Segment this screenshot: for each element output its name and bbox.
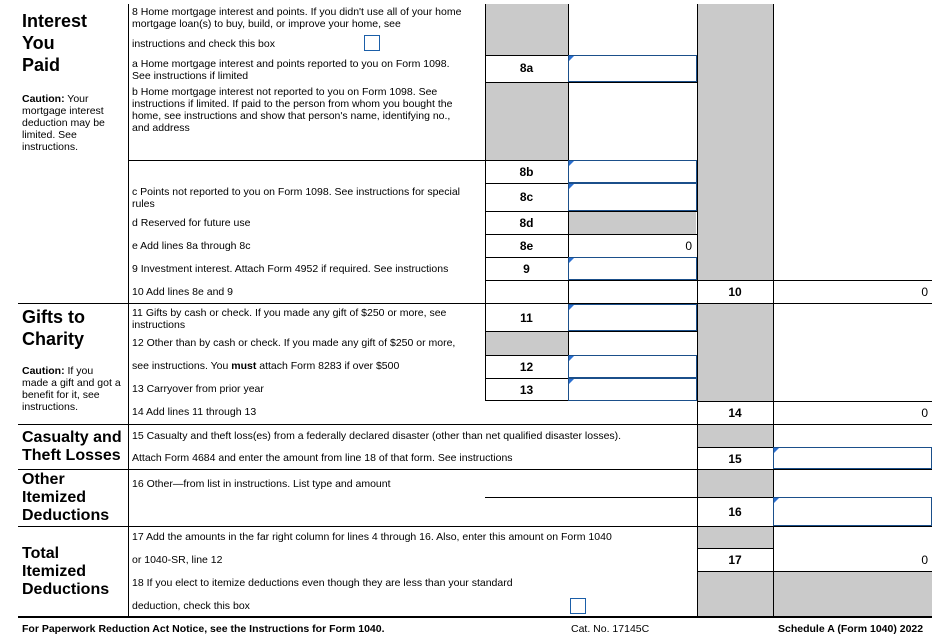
section-title-line: Paid bbox=[22, 55, 61, 75]
line-14-value: 0 bbox=[921, 406, 928, 420]
line-11-text-2: instructions bbox=[132, 319, 186, 331]
caution-label: Caution: bbox=[22, 365, 65, 377]
line-14-text: 14 Add lines 11 through 13 bbox=[132, 406, 257, 418]
line-8a-text-2: See instructions if limited bbox=[132, 70, 249, 82]
line-8c-text-1: c Points not reported to you on Form 1098. See instructions for special bbox=[132, 186, 461, 198]
form-bottom-rule bbox=[18, 616, 932, 618]
line-11-text bbox=[132, 307, 482, 331]
line-13-text: 13 Carryover from prior year bbox=[132, 383, 264, 395]
line-9-text: 9 Investment interest. Attach Form 4952 if required. See instructions bbox=[132, 263, 449, 275]
shade-8d bbox=[568, 212, 696, 235]
section-title-line: Charity bbox=[22, 329, 85, 349]
shade-col-right-interest bbox=[697, 4, 773, 281]
divider bbox=[697, 4, 698, 616]
line-11-text-1: 11 Gifts by cash or check. If you made any gift of $250 or more, see bbox=[132, 307, 447, 319]
caution-text: If you made a gift and got a benefit for it, see instructions. bbox=[22, 365, 121, 413]
section-title-line: Deductions bbox=[22, 507, 110, 524]
section-title-line: Interest bbox=[22, 11, 88, 31]
line-8c-input[interactable] bbox=[568, 183, 697, 211]
divider bbox=[697, 401, 932, 402]
line-8c-text bbox=[132, 186, 482, 210]
line-16-label: 16 bbox=[728, 505, 742, 519]
line-17-text-1: 17 Add the amounts in the far right column for lines 4 through 16. Also, enter this amount on Form 1040 bbox=[132, 531, 612, 543]
section-title-line: Itemized bbox=[22, 563, 87, 580]
line-9-input[interactable] bbox=[568, 257, 697, 280]
line-11-label: 11 bbox=[520, 311, 533, 325]
line-8-text-1: 8 Home mortgage interest and points. If you didn't use all of your home bbox=[132, 6, 462, 18]
shade-12-desc bbox=[485, 332, 568, 355]
section-divider bbox=[18, 424, 932, 425]
shade-17-top bbox=[697, 527, 773, 548]
line-8b-text bbox=[132, 86, 482, 134]
line-8a-text-1: a Home mortgage interest and points reported to you on Form 1098. bbox=[132, 58, 450, 70]
section-title-line: Total bbox=[22, 545, 60, 562]
section-title-line: Gifts to bbox=[22, 307, 85, 327]
line-15-text-1: 15 Casualty and theft loss(es) from a federally declared disaster (other than net qualified disaster losses). bbox=[132, 430, 622, 442]
line-17-label: 17 bbox=[728, 553, 742, 567]
line-15-input[interactable] bbox=[773, 447, 932, 469]
line-8b-text-4: and address bbox=[132, 122, 190, 134]
section-title-line: You bbox=[22, 33, 55, 53]
section-divider bbox=[18, 526, 932, 527]
section-divider bbox=[18, 469, 932, 470]
section-title-total bbox=[22, 545, 109, 599]
line-8e-value: 0 bbox=[685, 239, 692, 253]
line-12-label: 12 bbox=[519, 360, 534, 374]
line-9-label: 9 bbox=[523, 262, 530, 276]
footer-form-name: Schedule A (Form 1040) 2022 bbox=[778, 623, 924, 635]
line-8d-text: d Reserved for future use bbox=[132, 217, 251, 229]
divider bbox=[485, 280, 697, 281]
line-17-text-2: or 1040-SR, line 12 bbox=[132, 554, 223, 566]
line-18-checkbox[interactable] bbox=[570, 598, 586, 614]
shade-col-right-gifts bbox=[697, 304, 773, 401]
line-8b-input[interactable] bbox=[568, 160, 697, 183]
divider bbox=[697, 548, 773, 549]
divider bbox=[697, 571, 932, 572]
caution-label: Caution: bbox=[22, 93, 65, 105]
section-title-line: Other bbox=[22, 471, 65, 488]
line-8c-label: 8c bbox=[519, 190, 534, 204]
line-8a-text bbox=[132, 58, 482, 82]
line-15-label: 15 bbox=[728, 452, 742, 466]
line-8c-text-2: rules bbox=[132, 198, 155, 210]
line-13-input[interactable] bbox=[568, 378, 697, 401]
line-10-text: 10 Add lines 8e and 9 bbox=[132, 286, 234, 298]
section-title-gifts bbox=[22, 306, 85, 350]
line-8b-text-2: instructions if limited. If paid to the person from whom you bought the bbox=[132, 98, 453, 110]
line-12-text-2b: must bbox=[231, 360, 257, 372]
divider bbox=[485, 211, 697, 212]
line-16-input[interactable] bbox=[773, 497, 932, 526]
line-8e-text: e Add lines 8a through 8c bbox=[132, 240, 251, 252]
shade-18 bbox=[697, 572, 932, 616]
line-8b-text-3: home, see instructions and show that person's name, identifying no., bbox=[132, 110, 451, 122]
divider bbox=[485, 234, 697, 235]
caution-text: Your mortgage interest deduction may be limited. See instructions. bbox=[22, 93, 105, 153]
footer-paperwork-notice: For Paperwork Reduction Act Notice, see the Instructions for Form 1040. bbox=[22, 623, 385, 635]
section-title-other bbox=[22, 471, 109, 525]
line-12-input[interactable] bbox=[568, 355, 697, 378]
line-16-text: 16 Other—from list in instructions. List type and amount bbox=[132, 478, 391, 490]
footer-cat-number: Cat. No. 17145C bbox=[571, 623, 650, 635]
line-18-text-2: deduction, check this box bbox=[132, 600, 250, 612]
section-title-casualty bbox=[22, 429, 122, 465]
line-10-label: 10 bbox=[728, 285, 742, 299]
line-8-text-3: instructions and check this box bbox=[132, 38, 275, 50]
shade-col-interest bbox=[485, 4, 568, 55]
line-8-text bbox=[132, 6, 482, 30]
divider bbox=[697, 447, 773, 448]
line-15-text-2: Attach Form 4684 and enter the amount from line 18 of that form. See instructions bbox=[132, 452, 513, 464]
line-12-text-2a: see instructions. You bbox=[132, 360, 232, 372]
section-title-line: Theft Losses bbox=[22, 447, 121, 464]
line-14-label: 14 bbox=[728, 406, 742, 420]
line-12-text-1: 12 Other than by cash or check. If you made any gift of $250 or more, bbox=[132, 337, 456, 349]
line-8-checkbox[interactable] bbox=[364, 35, 380, 51]
line-13-label: 13 bbox=[519, 383, 534, 397]
line-8a-input[interactable] bbox=[568, 55, 697, 82]
shade-15-top bbox=[697, 424, 773, 447]
divider bbox=[485, 331, 697, 332]
line-17-value: 0 bbox=[921, 553, 928, 567]
divider bbox=[697, 280, 932, 281]
section-title-line: Deductions bbox=[22, 581, 110, 598]
shade-16-top bbox=[697, 470, 773, 498]
line-12-text-2c: attach Form 8283 if over $500 bbox=[256, 360, 400, 372]
line-18-text-1: 18 If you elect to itemize deductions even though they are less than your standard bbox=[132, 577, 513, 589]
section-divider bbox=[18, 303, 932, 304]
line-8b-text-1: b Home mortgage interest not reported to you on Form 1098. See bbox=[132, 86, 438, 98]
section-title-line: Itemized bbox=[22, 489, 87, 506]
divider bbox=[128, 4, 129, 616]
line-8a-label: 8a bbox=[519, 61, 534, 75]
section-title-line: Casualty and bbox=[22, 429, 122, 446]
caution-interest bbox=[22, 93, 120, 153]
section-title-interest bbox=[22, 10, 87, 76]
caution-gifts bbox=[22, 365, 122, 413]
line-8e-label: 8e bbox=[519, 239, 534, 253]
line-8d-label: 8d bbox=[519, 216, 534, 230]
line-12-text-2 bbox=[132, 360, 399, 372]
line-11-input[interactable] bbox=[568, 304, 697, 331]
line-8-text-2: mortgage loan(s) to buy, build, or improve your home, see bbox=[132, 18, 401, 30]
divider bbox=[485, 82, 697, 83]
line-10-value: 0 bbox=[921, 285, 928, 299]
line-8b-label: 8b bbox=[519, 165, 534, 179]
shade-8b-desc bbox=[485, 82, 568, 160]
